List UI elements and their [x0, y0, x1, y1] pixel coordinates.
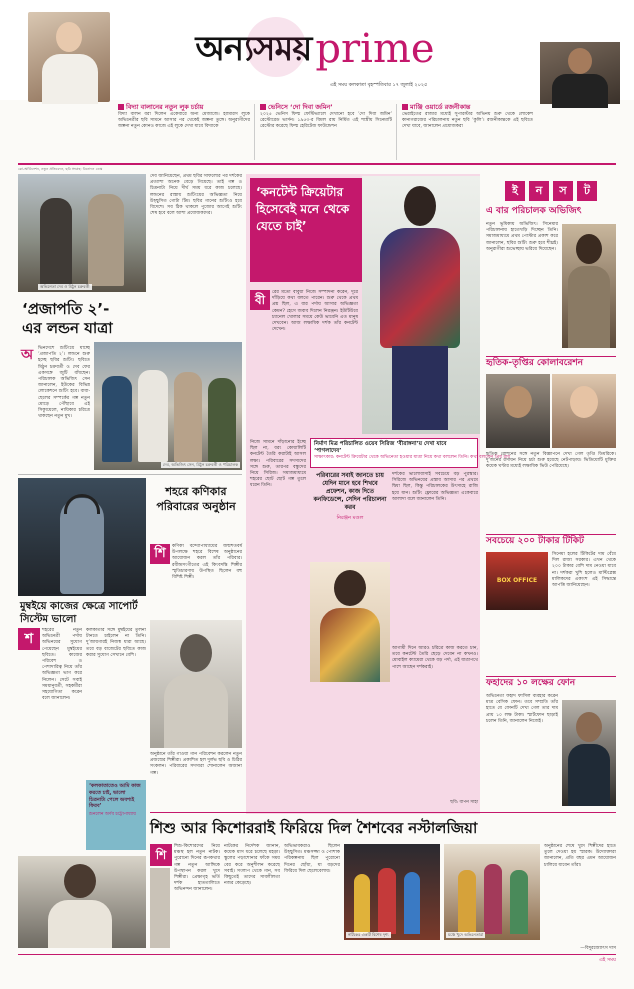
- interview-quote-text: পরিবারের সবাই জানতে চায় যেদিন মানে হবে শিখবে প্রফেশন, কাজ দিতে কনফিডেন্সে, সেদিন পরিচালনা করব: [313, 472, 387, 511]
- bottom-col4: অনুষ্ঠানের শেষে খুদে শিল্পীদের হাতে তুলে দেওয়া হয় স্মারক। উদ্যোক্তারা জানালেন, প্রতি বছর এমন আয়োজন চালিয়ে যাবেন তাঁরা।: [544, 844, 616, 868]
- teaser-bullet-icon: [260, 104, 266, 110]
- headphones-shape: [64, 494, 100, 514]
- portrait-body-shape: [568, 744, 610, 806]
- portrait-head-shape: [180, 634, 212, 672]
- masthead-left-photo: [28, 12, 110, 102]
- kanika-heading: শহরে কণিকার পরিবারের অনুষ্ঠান: [156, 485, 236, 513]
- insta-item2-photo-left: [486, 374, 550, 448]
- masthead-dateline: এই সময় কলকাতা বৃহস্পতিবার ১৭ জুলাই ২০২৫: [330, 82, 428, 88]
- photo-caption: অভিনেতা দেব ও মিঠুন চক্রবর্তী: [40, 284, 90, 289]
- mumbai-col1: শহরের নতুন অভিনেত্রী পর্দায় অভিনয়ের সুযোগ পেয়েছেন মুম্বইয়ের ছবিতে। কাজের পরিবেশ ও পেশাদারিত্ব নিয়ে তাঁর অভিজ্ঞতা ভাগ করে নিলেন। সেটে সবাই সময়ানুবর্তী, সহকর্মীরা সহযোগিতা করেন বলে জানালেন।: [42, 628, 82, 702]
- portrait-head-shape: [576, 234, 602, 264]
- insta-letter: ন: [529, 181, 549, 201]
- portrait-head-shape: [504, 386, 532, 418]
- teaser-divider: [396, 104, 397, 160]
- insta-title: [486, 178, 616, 204]
- insta-item2-text: হৃতিক রোশনের সঙ্গে নতুন বিজ্ঞাপনে দেখা গেল তৃপ্তি ডিমরিকে। দু’জনের রসায়ন নিয়ে চর্চা শুরু হয়েছে নেটপাড়ায়। ভিডিয়োটি মুক্তির কয়েক ঘণ্টার মধ্যেই লক্ষাধিক ভিউ পেরিয়েছে।: [486, 452, 616, 470]
- teaser-3[interactable]: [402, 104, 533, 160]
- figure-shape: [484, 864, 502, 934]
- insta-divider: [486, 356, 616, 357]
- figure-shape: [88, 194, 124, 286]
- figure-shape: [102, 376, 132, 462]
- kanika-portrait: [150, 620, 242, 748]
- interview-col2: নিজে সামনে দাঁড়ানোর ইচ্ছে ছিল না, বরং কোয়ালিটি কনটেন্ট তৈরি করাটাই আসল লক্ষ্য। পরিবারের সদস্যদের সঙ্গে শুরু, তারপর বন্ধুদের নিয়ে সিরিজ। সমাজমাধ্যমে শহরের ছোট ছোট গল্প তুলে ধরেন তিনি।: [250, 440, 306, 489]
- portrait-body-shape: [48, 900, 112, 948]
- bottom-heading: শিশু আর কিশোররাই ফিরিয়ে দিল শৈশবের নস্টালজিয়া: [150, 819, 478, 837]
- interview-quote: [312, 472, 388, 558]
- small-print-top: কো-অর্ডিনেশন, নতুন প্রতিবেদন, ছবি সংগ্রহ: বিনোদন ডেস্ক: [18, 167, 103, 171]
- teaser-divider: [254, 104, 255, 160]
- kanika-photo-top: [18, 478, 146, 596]
- portrait-head-shape: [64, 864, 96, 898]
- teaser-text: বিদ্যা বালন বরা দিলেন একেবারে অন্য মেজাজে। হ্যামারস লুকে অভিনেত্রীর ছবি সামনে আসার পর থেকেই জল্পনা তুঙ্গে। অনুরাগীদের জল্পনা নতুন কোনও কাজে এই লুকে দেখা যাবে বিদ্যাকে: [118, 112, 250, 130]
- insta-item3-title: সবচেয়ে ২০০ টাকার টিকিট: [486, 536, 584, 546]
- figure-shape: [404, 872, 420, 934]
- masthead-logo: [150, 18, 480, 80]
- portrait-body-shape: [552, 74, 608, 108]
- insta-item4-text: অভিনেতা ফহাদ ফাসিল ব্যবহার করেন মাত্র বেসিক ফোন। তবে সম্প্রতি তাঁর হাতে যে ফোনটি দেখা গেল তার দাম প্রায় ১০ লক্ষ টাকা। স্মার্টফোন ছাড়াই চলেন তিনি, জানালেন নিজেই।: [486, 694, 558, 724]
- prajapati-column-text: দেব জানিয়েছেন, প্রথম ছবির সাফল্যের পর দর্শকের প্রত্যাশা অনেক বেড়ে গিয়েছে। তাই গল্প ও চিত্রনাট্য নিয়ে দীর্ঘ সময় ধরে কাজ চলেছে। লন্ডনের রাস্তায় শুটিংয়ের অভিজ্ঞতা নিয়ে উচ্ছ্বসিত গোটা টিম। ছবির গানের শুটিংও হবে বিদেশে। সব ঠিক থাকলে পুজোর আগেই শুটিং শেষ হবে বলে আশা প্রযোজকদের।: [150, 174, 242, 217]
- mumbai-dropcap: শ: [18, 628, 40, 650]
- bottom-col3: অভিভাবকরাও ছিলেন উচ্ছ্বসিত। মঞ্চসজ্জা ও পোশাক পরিকল্পনায় ছিল পুরোনো দিনের ছোঁয়া, যা বড়দের ফিরিয়ে দিল ছেলেবেলায়।: [284, 844, 340, 874]
- footer-rule: [18, 954, 616, 955]
- insta-divider: [486, 534, 616, 535]
- bottom-photo-dancers: [150, 868, 170, 948]
- insta-item2-title: হৃতিক-তৃপ্তির কোলাবরেশন: [486, 358, 584, 368]
- section-divider: [18, 474, 242, 475]
- figure-shape: [138, 370, 168, 462]
- interview-col4: আগামী দিনে আরও চরিত্রে কাজ করতে চান, তবে কনটেন্ট তৈরি ছেড়ে দেবেন না কখনও। মোবাইল ক্যামেরা থেকে বড় পর্দা, এই যাত্রাপথে পাশে আছেন দর্শকরাই।: [392, 646, 478, 670]
- teaser-title: বিদ্যা বালানের নতুন লুক চর্চায়: [118, 104, 250, 110]
- logo-circle: [246, 17, 306, 77]
- interview-second-photo: [310, 562, 390, 682]
- teaser-2[interactable]: [260, 104, 392, 160]
- teaser-row: [118, 104, 533, 162]
- insta-item1-photo: [562, 224, 616, 348]
- portrait-body-shape: [42, 54, 98, 104]
- photo-caption: মঞ্চে খুদে অভিনেতারা: [448, 932, 484, 937]
- masthead: [0, 0, 634, 100]
- insta-item4-title: ফহাদের ১০ লক্ষের ফোন: [486, 678, 576, 688]
- prajapati-dropcap: অ: [20, 347, 34, 363]
- box-office-sign: BOX OFFICE: [496, 577, 538, 584]
- interview-subhead-box: [310, 438, 511, 468]
- prajapati-photo-1: [18, 174, 146, 292]
- bottom-rule: [150, 812, 616, 813]
- bottom-col1: শিশু-কিশোরদের নিয়ে মঞ্চস্থ হল নতুন নাটক। পুরোনো দিনের রূপকথার গল্প নতুন আঙ্গিকে উপস্থাপন করল খুদে শিল্পীরা। প্রেক্ষাগৃহ ভর্তি দর্শক হাততালিতে অভিনন্দন জানালেন।: [174, 844, 220, 893]
- footer-mark: এই সময়: [598, 957, 616, 963]
- interview-heading-box: [250, 178, 362, 282]
- insta-letter: স: [553, 181, 573, 201]
- kanika-col2: অনুষ্ঠানে তাঁর গাওয়া গান পরিবেশন করলেন নতুন প্রজন্মের শিল্পীরা। প্রকাশিত হল দুর্লভ ছবি ও চিঠির সংকলন। পরিবারের সদস্যরা শোনালেন অজানা গল্প।: [150, 752, 242, 776]
- kanika-dropcap: শি: [150, 544, 170, 564]
- prajapati-heading: ‘প্রজাপতি ২’- এর লন্ডন যাত্রা: [22, 300, 113, 337]
- interview-heading: ‘কনটেন্ট ক্রিয়েটার হিসেবেই মনে থেকে যেতে চাই’: [256, 185, 350, 233]
- portrait-head-shape: [576, 712, 602, 742]
- portrait-head-shape: [334, 570, 366, 606]
- insta-item2-photo-right: [552, 374, 616, 448]
- figure-shape: [354, 874, 370, 934]
- interview-signature: ছবি: বাপন সাহা: [450, 800, 478, 805]
- portrait-head-shape: [404, 186, 436, 226]
- insta-item3-text: সিনেমা হলের টিকিটের দাম বেঁধে দিল রাজ্য সরকার। এখন থেকে ২০০ টাকার বেশি দাম নেওয়া যাবে না। দর্শকরা খুশি হলেও মাল্টিপ্লেক্স মালিকদের একাংশ এই সিদ্ধান্তে আপত্তি জানিয়েছেন।: [552, 552, 616, 589]
- interview-col3: দর্শকের ভালোবাসাই সবচেয়ে বড় পুরস্কার। সিরিজে অভিনয়ের প্রস্তাব আসার পর প্রথমে দ্বিধা ছিল, কিন্তু পরিচালকের উৎসাহে রাজি হয়ে যান। শুটিং ফ্লোরের অভিজ্ঞতা একেবারে আলাদা বলে জানালেন তিনি।: [392, 472, 478, 502]
- bottom-col2: নাটকের নির্দেশক জানান, কয়েক মাস ধরে চলেছে মহড়া। স্কুলের পড়াশোনার ফাঁকে সময় বের করে অনুশীলন করেছে সবাই। সংলাপ থেকে গান, সব কিছুতেই তাদের সাবলীলতা নজর কেড়েছে।: [224, 844, 280, 887]
- prajapati-photo-2: [94, 342, 242, 470]
- photo-caption: দেব, অভিজিৎ সেন, মিঠুন চক্রবর্তী ও পরিচালক: [162, 462, 238, 467]
- teaser-title: মাঞ্জি ওয়ার্ডে রজনীকান্ত: [402, 104, 533, 110]
- portrait-body-shape: [568, 266, 610, 348]
- figure-shape: [174, 372, 202, 462]
- kanika-col1: কণিকা বন্দ্যোপাধ্যায়ের জন্মশতবর্ষ উপলক্ষে শহরে বিশেষ অনুষ্ঠানের আয়োজন করল তাঁর পরিবার। রবীন্দ্রসংগীতের এই কিংবদন্তি শিল্পীর স্মৃতিচারণায় উপস্থিত ছিলেন বহু বিশিষ্ট শিল্পী।: [172, 544, 242, 581]
- portrait-body-shape: [380, 228, 460, 348]
- insta-item1-title: এ বার পরিচালক অভিজিৎ: [486, 206, 582, 216]
- logo-brand-text: prime: [315, 26, 435, 72]
- masthead-right-photo: [540, 42, 620, 104]
- portrait-head-shape: [568, 48, 592, 74]
- interview-quote-author: নিরঞ্জন মণ্ডল: [336, 515, 364, 521]
- teaser-text: ভেরাইতের রাজার মধ্যেই সুপারস্টার অভিনয় শুরু থেকে লোকেশ কানাগরাজের পরিচালনায় নতুন ছবি ‘কুলি’। রজনীকান্তকে এই ছবিতে দেখা যাবে, জানালেন প্রযোজকরা: [402, 112, 533, 130]
- mumbai-col2: কলকাতার সঙ্গে মুম্বইয়ের তুলনা টানতে চাইলেন না তিনি। দু’জায়গারই নিজস্ব ধারা আছে। তবে বড় বাজেটের ছবিতে কাজ করার সুযোগ সেখানে বেশি।: [86, 628, 146, 658]
- legs-shape: [392, 346, 448, 430]
- teaser-1[interactable]: [118, 104, 250, 160]
- mumbai-photo: [18, 856, 146, 948]
- insta-item4-photo: [562, 700, 616, 806]
- teaser-bullet-icon: [118, 104, 124, 110]
- figure-shape: [510, 870, 528, 934]
- insta-item3-photo: [486, 552, 548, 610]
- bottom-dropcap: শি: [150, 844, 172, 866]
- portrait-body-shape: [164, 674, 228, 748]
- figure-shape: [40, 198, 72, 286]
- teaser-text: ২০২৫ ভেনিস ফিল্ম ফেস্টিভ্যালে দেখানো হবে ‘দো দিবা জমিন’ রেস্টোরেড ভার্সন। ১৯৫৩-র বিমল রায় নির্মিত এই শাস্ত্রীয় সিনেমাটি রেস্টোর করেছে ফিল্ম হেরিটেজ ফাউন্ডেশন: [260, 112, 392, 130]
- portrait-head-shape: [56, 22, 82, 52]
- bottom-photo-1: [344, 844, 440, 940]
- bottom-photo-2: [444, 844, 540, 940]
- interview-subhead: নির্মাণ মিত্র পরিচালিত ওয়েব সিরিজ ‘বীরাঙ্গনা’য় দেখা যাবে ‘পাগলাদেব’: [314, 441, 447, 454]
- prajapati-body: ভিনদেশে শুটিংয়ে যাচ্ছে ‘প্রজাপতি ২’। লন্ডনে শুরু হচ্ছে ছবির শুটিং। ছবিতে মিঠুন চক্রবর্তী ও দেব ফের একসঙ্গে জুটি বাঁধছেন। পরিচালক অভিজিৎ সেন জানালেন, ইউকের বিভিন্ন লোকেশনে শুটিং হবে। বাবা-ছেলের সম্পর্কের গল্প নতুন মোড়ে পৌঁছাবে এই সিক্যুয়েলে, নায়িকার চরিত্রে থাকছেন নতুন মুখ।: [38, 346, 90, 420]
- interview-byline: সাক্ষাৎকার: কনটেন্ট ক্রিয়েটার থেকে অভিনেতা হওয়ার যাত্রা নিয়ে কথা বললেন তিনি। কথা বললেন প্রিয় রায়: [314, 455, 511, 460]
- figure-shape: [208, 378, 236, 462]
- photo-caption: নাটকের একটি বিশেষ দৃশ্য: [348, 932, 389, 937]
- mumbai-quote-text: ‘কলকাতাতেও আমি কাজ করতে চাই, ভালো চিত্রনাট্য পেলে অবশ্যই ফিরব’: [89, 783, 141, 810]
- figure-shape: [458, 870, 476, 934]
- interview-main-photo: [362, 176, 480, 434]
- bottom-author: —বিদুরজ্যোৎস দাস: [580, 946, 616, 951]
- figure-shape: [378, 868, 396, 934]
- mumbai-quote-byline: শুনলেন অর্ণব চট্টোপাধ্যায়: [89, 812, 136, 818]
- portrait-head-shape: [570, 386, 598, 418]
- teaser-bullet-icon: [402, 104, 408, 110]
- portrait-body-shape: [320, 608, 380, 682]
- mumbai-heading: মুম্বইয়ে কাজের ক্ষেত্রে সাপোর্ট সিস্টেম ভালো: [20, 601, 138, 625]
- insta-letter: ট: [577, 181, 597, 201]
- interview-dropcap: বী: [250, 290, 270, 310]
- masthead-rule: [18, 163, 616, 165]
- insta-item1-text: নতুন ভূমিকায় অভিজিৎ। সিনেমার পরিচালনায় হাতেখড়ি দিচ্ছেন তিনি। সমাজমাধ্যমে প্রথম পোস্টার প্রকাশ করে জানালেন, ছবির শুটিং শুরু হবে শীঘ্রই। অনুরাগীরা শুভেচ্ছায় ভরিয়ে দিয়েছেন।: [486, 222, 558, 252]
- teaser-title: ভেনিসে ‘দো দিবা জমিন’: [260, 104, 392, 110]
- insta-divider: [486, 676, 616, 677]
- logo-main-text: অন্যসময়: [195, 29, 312, 69]
- insta-letter: ই: [505, 181, 525, 201]
- interview-col1: রের মতো বাবুয়া নিজে সম্পাদনা করেন, দূরে দাঁড়িয়ে কথা বলতে পারেন। শুরু থেকে প্রথম প্রশ্ন ছিল, এ বার পর্দায় আসার অভিজ্ঞতা কেমন? হেসে জবাব দিলেন নিরঞ্জন। ইউটিউবে চ্যানেল খোলার সময়ে কেউ ভাবেনি এত মানুষ দেখবেন। আজ লক্ষাধিক দর্শক তাঁর কনটেন্ট দেখেন।: [272, 290, 358, 333]
- mumbai-quote-box: [86, 780, 146, 850]
